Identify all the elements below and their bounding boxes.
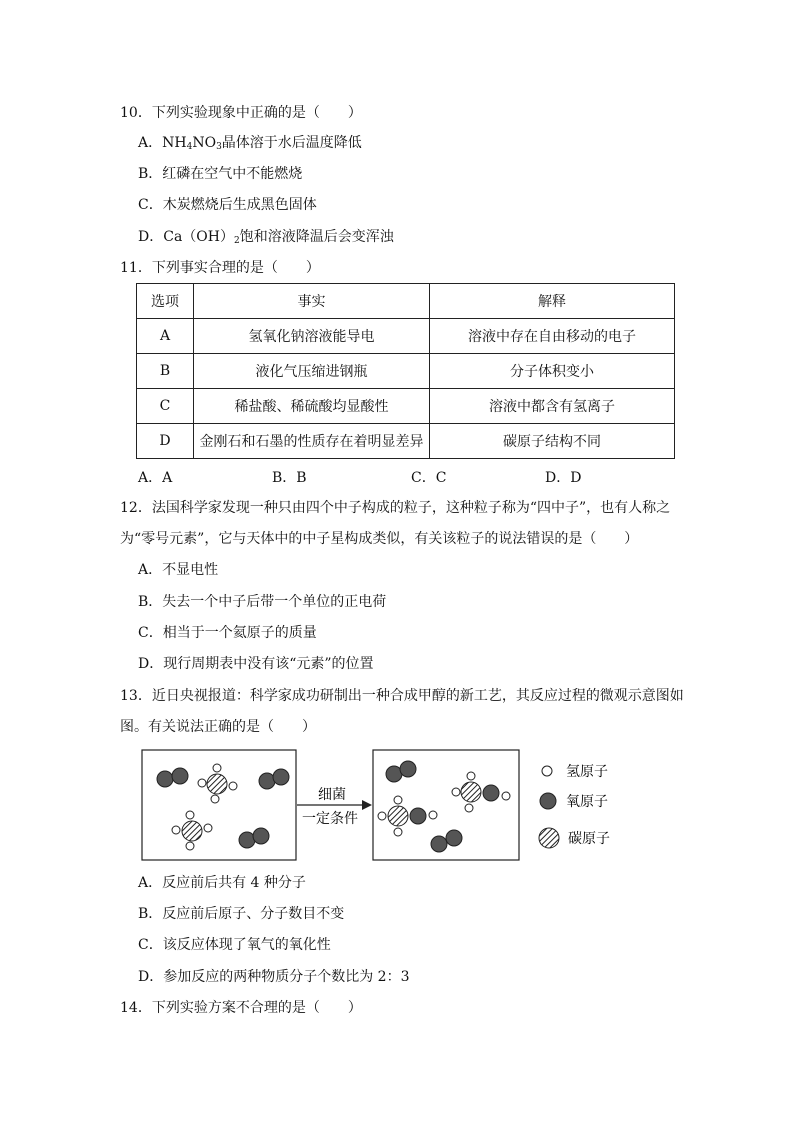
oxygen-molecule bbox=[259, 769, 289, 789]
table-header-cell: 解释 bbox=[430, 284, 675, 319]
arrow-condition-bottom: 一定条件 bbox=[302, 811, 358, 827]
q13-option-b: B．反应前后原子、分子数目不变 bbox=[138, 906, 345, 922]
q13-stem-line2: 图。有关说法正确的是（ ） bbox=[120, 719, 316, 735]
q12-option-b: B．失去一个中子后带一个单位的正电荷 bbox=[138, 594, 387, 610]
table-cell: 分子体积变小 bbox=[430, 354, 675, 389]
q11-option-b: B．B bbox=[272, 470, 307, 486]
table-header-cell: 选项 bbox=[137, 284, 194, 319]
table-cell: 金刚石和石墨的性质存在着明显差异 bbox=[194, 424, 430, 459]
legend-carbon bbox=[539, 828, 610, 848]
table-header-cell: 事实 bbox=[194, 284, 430, 319]
table-cell: A bbox=[137, 319, 194, 354]
oxygen-molecule bbox=[239, 828, 269, 848]
q12-option-c: C．相当于一个氦原子的质量 bbox=[138, 625, 317, 641]
q13-option-d: D．参加反应的两种物质分子个数比为 2：3 bbox=[138, 969, 410, 985]
methanol-molecule bbox=[378, 796, 437, 836]
q11-option-c: C．C bbox=[411, 470, 447, 486]
q12-option-a: A．不显电性 bbox=[138, 562, 219, 578]
arrow-condition-top: 细菌 bbox=[318, 787, 346, 803]
table-cell: 碳原子结构不同 bbox=[430, 424, 675, 459]
q10-option-a: A．$NH_4NO_3$晶体溶于水后温度降低 bbox=[138, 135, 362, 152]
reaction-diagram bbox=[140, 748, 620, 866]
q14-stem: 14．下列实验方案不合理的是（ ） bbox=[120, 1000, 362, 1016]
legend-label-hydrogen: 氢原子 bbox=[566, 764, 608, 780]
q10-stem: 10．下列实验现象中正确的是（ ） bbox=[120, 105, 362, 121]
table-row bbox=[137, 389, 675, 424]
q10-option-d: D．$Ca(OH)_2$饱和溶液降温后会变浑浊 bbox=[138, 229, 394, 246]
q10-option-b: B．红磷在空气中不能燃烧 bbox=[138, 166, 303, 182]
table-cell: 溶液中存在自由移动的电子 bbox=[430, 319, 675, 354]
oxygen-molecule bbox=[431, 830, 462, 852]
table-row bbox=[137, 354, 675, 389]
q11-option-d: D．D bbox=[545, 470, 582, 486]
q11-facts-table bbox=[136, 283, 675, 459]
q12-option-d: D．现行周期表中没有该“元素”的位置 bbox=[138, 656, 374, 672]
methanol-molecule bbox=[452, 772, 510, 812]
q13-stem-line1: 13．近日央视报道：科学家成功研制出一种合成甲醇的新工艺，其反应过程的微观示意图如 bbox=[120, 688, 684, 704]
legend-hydrogen bbox=[542, 764, 608, 780]
table-cell: 稀盐酸、稀硫酸均显酸性 bbox=[194, 389, 430, 424]
q10-option-c: C．木炭燃烧后生成黑色固体 bbox=[138, 197, 317, 213]
arrow-head-icon bbox=[362, 800, 372, 810]
q11-option-a: A．A bbox=[138, 470, 173, 486]
oxygen-molecule bbox=[157, 768, 188, 787]
q11-answer-options bbox=[138, 467, 658, 487]
methane-molecule bbox=[172, 811, 212, 850]
table-cell: D bbox=[137, 424, 194, 459]
legend-label-oxygen: 氧原子 bbox=[566, 794, 608, 810]
q12-stem-line2: 为“零号元素”，它与天体中的中子星构成类似，有关该粒子的说法错误的是（ ） bbox=[120, 531, 639, 547]
table-header-row bbox=[137, 284, 675, 319]
q11-stem: 11．下列事实合理的是（ ） bbox=[120, 260, 320, 276]
q13-option-c: C．该反应体现了氧气的氧化性 bbox=[138, 937, 331, 953]
methane-molecule bbox=[198, 764, 237, 803]
table-cell: B bbox=[137, 354, 194, 389]
q12-stem-line1: 12．法国科学家发现一种只由四个中子构成的粒子，这种粒子称为“四中子”，也有人称之 bbox=[120, 500, 671, 516]
table-cell: 液化气压缩进钢瓶 bbox=[194, 354, 430, 389]
table-cell: 氢氧化钠溶液能导电 bbox=[194, 319, 430, 354]
table-cell: 溶液中都含有氢离子 bbox=[430, 389, 675, 424]
legend-oxygen bbox=[540, 793, 608, 810]
table-cell: C bbox=[137, 389, 194, 424]
table-row bbox=[137, 424, 675, 459]
legend-label-carbon: 碳原子 bbox=[568, 831, 610, 847]
table-row bbox=[137, 319, 675, 354]
q13-option-a: A．反应前后共有 4 种分子 bbox=[138, 875, 306, 891]
oxygen-molecule bbox=[386, 761, 416, 782]
